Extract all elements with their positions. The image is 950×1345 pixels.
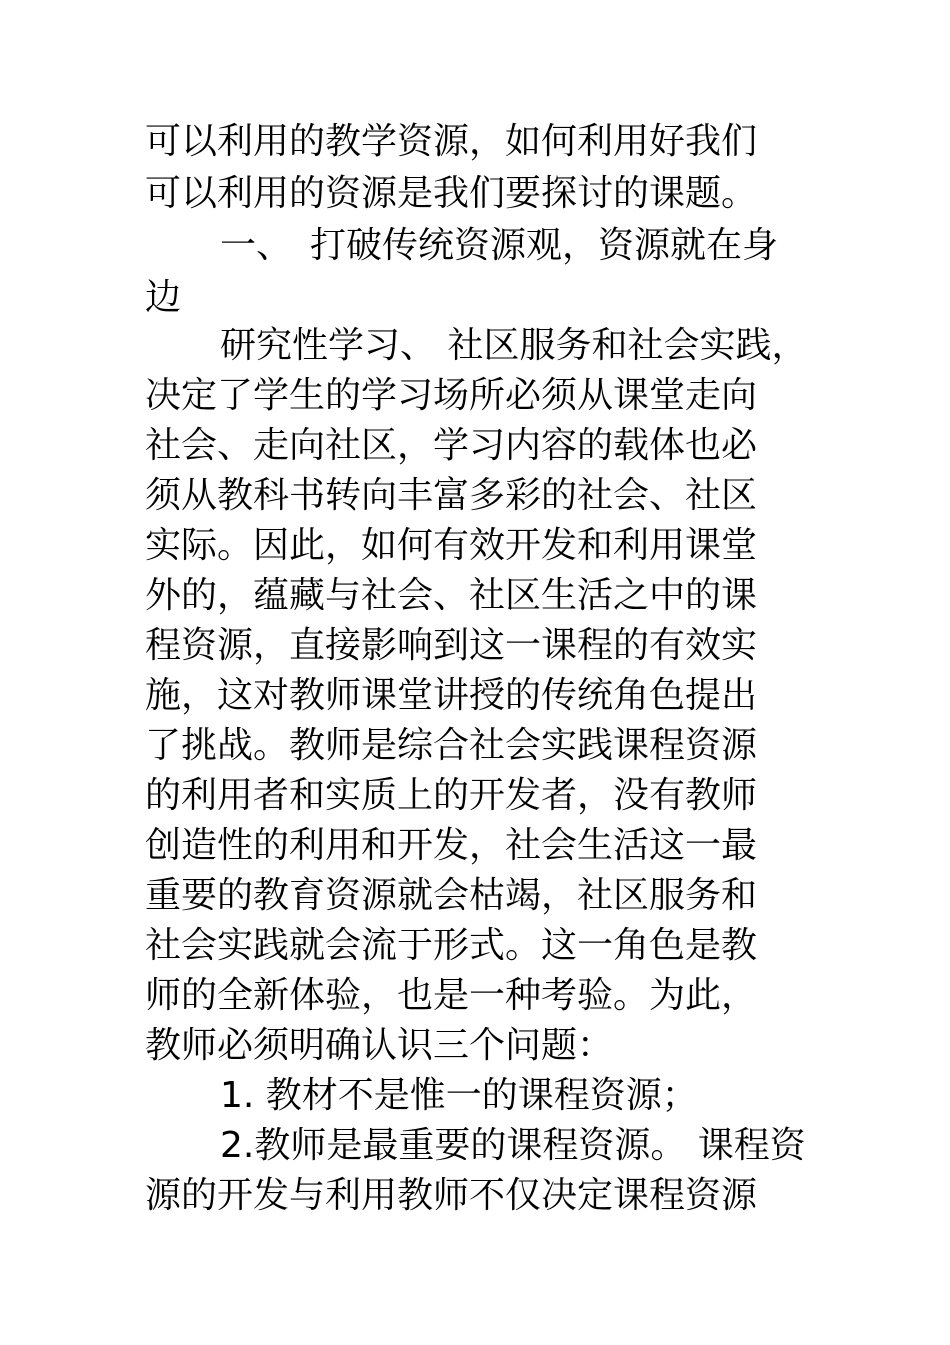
paragraph-start: 研究性学习、 社区服务和社会实践， <box>220 325 808 366</box>
text-line: 外的，蕴藏与社会、社区生活之中的课 <box>145 575 758 616</box>
text-line: 边 <box>145 277 182 318</box>
text-line: 源的开发与利用教师不仅决定课程资源 <box>145 1175 758 1216</box>
section-heading: 一、 打破传统资源观，资源就在身 <box>220 225 779 266</box>
text-line: 的利用者和实质上的开发者，没有教师 <box>145 775 758 816</box>
text-line: 社会实践就会流于形式。这一角色是教 <box>145 925 758 966</box>
text-line: 重要的教育资源就会枯竭，社区服务和 <box>145 875 758 916</box>
text-line: 实际。因此，如何有效开发和利用课堂 <box>145 525 758 566</box>
text-line: 须从教科书转向丰富多彩的社会、社区 <box>145 475 758 516</box>
list-item: 2.教师是最重要的课程资源。 课程资 <box>220 1125 806 1166</box>
text-line: 程资源，直接影响到这一课程的有效实 <box>145 625 758 666</box>
text-line: 教师必须明确认识三个问题： <box>145 1025 614 1066</box>
list-item: 1. 教材不是惟一的课程资源； <box>220 1075 698 1116</box>
text-line: 可以利用的资源是我们要探讨的课题。 <box>145 173 758 214</box>
text-line: 创造性的利用和开发，社会生活这一最 <box>145 825 758 866</box>
text-line: 施，这对教师课堂讲授的传统角色提出 <box>145 675 758 716</box>
text-line: 可以利用的教学资源，如何利用好我们 <box>145 121 758 162</box>
text-line: 决定了学生的学习场所必须从课堂走向 <box>145 375 758 416</box>
text-line: 社会、走向社区，学习内容的载体也必 <box>145 425 758 466</box>
text-line: 师的全新体验，也是一种考验。为此， <box>145 975 758 1016</box>
text-line: 了挑战。教师是综合社会实践课程资源 <box>145 725 758 766</box>
